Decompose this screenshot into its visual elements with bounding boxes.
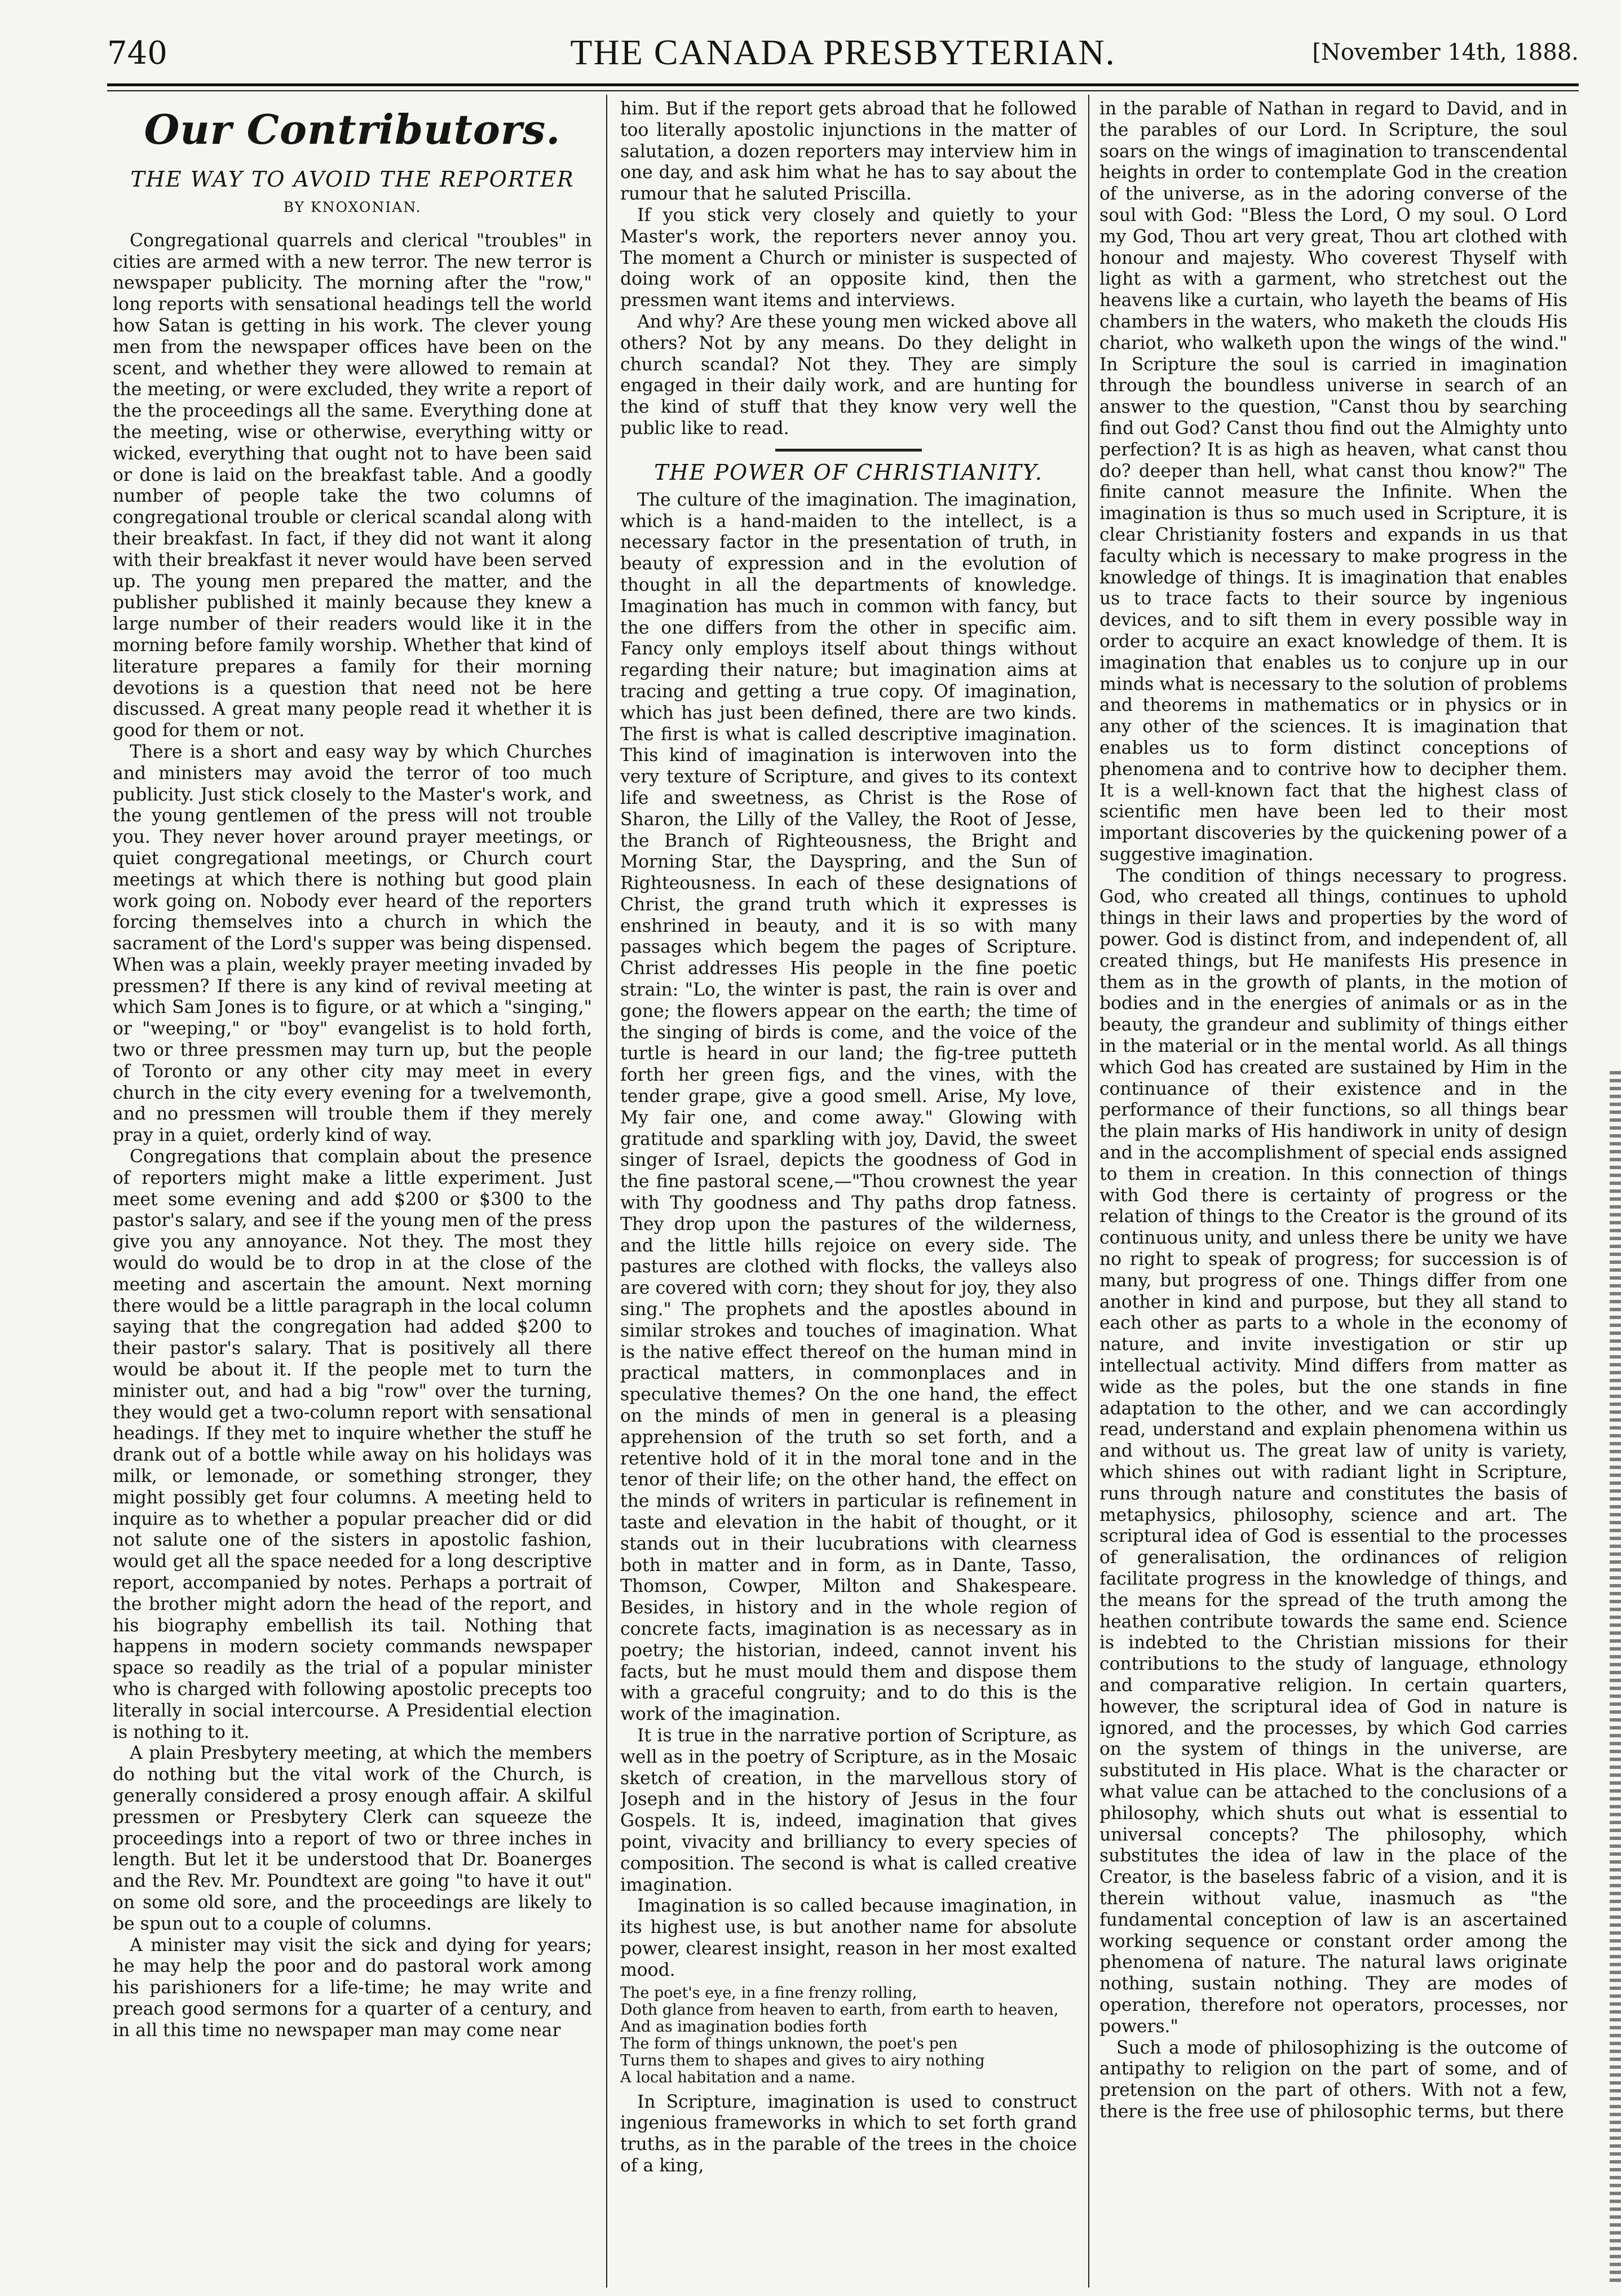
paragraph: Congregational quarrels and clerical "troubles" in cities are armed with a new terror. The new terror is newspaper publicity. The morning after the "row," long reports with sensational headings tell the world how Satan is getting in his work. The clever young men from the newspaper offices have been on the scent, and whether they were allowed to remain at the meeting, or were excluded, they write a report of the the proceedings all the same. Everything done at the meeting, wise or otherwise, everything witty or wicked, everything that ought not to have been said or done is laid on the breakfast table. And a goodly number of people take the two columns of congregational trouble or clerical scandal along with their breakfast. In fact, if they did not want it along with their breakfast it never would have been served up. The young men prepared the matter, and the publisher published it mainly because they knew a large number of their readers would like it in the morning before family worship. Whether that kind of literature prepares a family for their morning devotions is a question that need not be here discussed. A great many people read it whether it is good for them or not. <box>113 230 592 741</box>
paragraph: The condition of things necessary to progress. God, who created all things, continues to uphold things in their laws and properties by the word of power. God is distinct from, and independent of, all created things, but He manifests His presence in them as in the growth of plants, in the motion of bodies and in the energies of animals or as in the beauty, the grandeur and sublimity of things either in the material or in the mental world. As all things which God has created are sustained by Him in the continuance of their existence and in the performance of their functions, so all things bear the plain marks of His handiwork in unity of design and in the accomplishment of special ends assigned to them in creation. In this connection of things with God there is certainty of progress or the relation of things to the Creator is the ground of its continuous unity, and unless there be unity we have no right to speak of progress; for succession is of many, but progress of one. Things differ from one another in kind and purpose, but they all stand to each other as parts to a whole in the economy of nature, and invite investigation or stir up intellectual activity. Mind differs from matter as wide as the poles, but the one stands in fine adaptation to the other, and we can accordingly read, understand and explain phenomena within us and without us. The great law of unity is variety, which shines out with radiant light in Scripture, runs through nature and constitutes the basis of metaphysics, philosophy, science and art. The scriptural idea of God is essential to the processes of generalisation, the ordinances of religion facilitate progress in the knowledge of things, and the means for the spread of the truth among the heathen contribute towards the same end. Science is indebted to the Christian missions for their contributions to the study of language, ethnology and comparative religion. In certain quarters, however, the scriptural idea of God in nature is ignored, and the processes, by which God carries on the system of things in the universe, are substituted in His place. What is the character or what value can be attached to the conclusions of a philosophy, which shuts out what is essential to universal concepts? The philosophy, which substitutes the idea of law in the place of the Creator, is the baseless fabric of a vision, and it is therein without value, inasmuch as "the fundamental conception of law is an ascertained working sequence or constant order among the phenomena of nature. The natural laws originate nothing, sustain nothing. They are modes of operation, therefore not operators, processes, nor powers." <box>1099 865 1567 2037</box>
poem-line: Turns them to shapes and gives to airy nothing <box>620 2051 985 2069</box>
masthead <box>107 28 1579 73</box>
column-1 <box>113 99 592 2286</box>
poem-line: Doth glance from heaven to earth, from earth to heaven, <box>620 2001 1059 2019</box>
paragraph: in the parable of Nathan in regard to David, and in the parables of our Lord. In Scripture, the soul soars on the wings of imagination to transcendental heights in order to contemplate God in the creation of the universe, as in the adoring converse of the soul with God: "Bless the Lord, O my soul. O Lord my God, Thou art very great, Thou art clothed with honour and majesty. Who coverest Thyself with light as with a garment, who stretchest out the heavens like a curtain, who layeth the beams of His chambers in the waters, who maketh the clouds His chariot, who walketh upon the wings of the wind." In Scripture the soul is carried in imagination through the boundless universe in search of an answer to the question, "Canst thou by searching find out God? Canst thou find out the Almighty unto perfection? It is as high as heaven, what canst thou do? deeper than hell, what canst thou know?" The finite cannot measure the Infinite. When the imagination is thus so much used in Scripture, it is clear Christianity fosters and expands in us that faculty which is necessary to make progress in the knowledge of things. It is imagination that enables us to trace facts to their source by ingenious devices, and to sift them in every possible way in order to acquire an exact knowledge of them. It is imagination that enables us to conjure up in our minds what is necessary to the solution of problems and theorems in mathematics or in physics or in any other of the sciences. It is imagination that enables us to form distinct conceptions of phenomena and to contrive how to decipher them. It is a well-known fact that the highest class of scientific men have been led to their most important discoveries by the quickening power of a suggestive imagination. <box>1099 99 1567 865</box>
paragraph: him. But if the report gets abroad that he followed too literally apostolic injunctions in the matter of salutation, a dozen reporters may interview him in one day, and ask him what he has to say about the rumour that he saluted Priscilla. <box>620 99 1077 205</box>
article-byline: BY KNOXONIAN. <box>283 199 422 215</box>
page-number: 740 <box>107 35 167 72</box>
article-title: THE POWER OF CHRISTIANITY. <box>654 459 1043 485</box>
paragraph: Imagination is so called because imagination, in its highest use, is but another name for absolute power, clearest insight, reason in her most exalted mood. <box>620 1896 1077 1980</box>
masthead-rule <box>107 83 1579 91</box>
paragraph: A minister may visit the sick and dying for years; he may help the poor and do pastoral work among his parishioners for a life-time; he may write and preach good sermons for a quarter of a century, and in all this time no newspaper man may come near <box>113 1935 592 2041</box>
article-separator <box>775 449 922 452</box>
paragraph: Such a mode of philosophizing is the outcome of antipathy to religion on the part of some, and of pretension on the part of others. With not a few, there is the free use of philosophic terms, but there <box>1099 2037 1567 2122</box>
poem-line: The form of things unknown, the poet's pen <box>620 2034 958 2052</box>
column-divider <box>1088 95 1089 2288</box>
article-title: THE WAY TO AVOID THE REPORTER <box>130 167 575 192</box>
poem-line: And as imagination bodies forth <box>620 2018 868 2036</box>
paragraph: In Scripture, imagination is used to construct ingenious frameworks in which to set forth grand truths, as in the parable of the trees in the choice of a king, <box>620 2091 1077 2176</box>
issue-date: [November 14th, 1888. <box>1312 39 1579 65</box>
column-2 <box>620 99 1077 2286</box>
paragraph: A plain Presbytery meeting, at which the members do nothing but the vital work of the Church, is generally considered a prosy enough affair. A skilful pressmen or Presbytery Clerk can squeeze the proceedings into a report of two or three inches in length. But let it be understood that Dr. Boanerges and the Rev. Mr. Poundtext are going "to have it out" on some old sore, and the proceedings are likely to be spun out to a couple of columns. <box>113 1743 592 1934</box>
paragraph: The culture of the imagination. The imagination, which is a hand-maiden to the intellect, is a necessary factor in the presentation of truth, in beauty of expression and in the evolution of thought in all the departments of knowledge. Imagination has much in common with fancy, but the one differs from the other in specific aim. Fancy only employs itself about things without regarding their nature; but imagination aims at tracing and getting a true copy. Of imagination, which has just been defined, there are two kinds. The first is what is called descriptive imagination. This kind of imagination is interwoven into the very texture of Scripture, and gives to its context life and sweetness, as Christ is the Rose of Sharon, the Lilly of the Valley, the Root of Jesse, the Branch of Righteousness, the Bright and Morning Star, the Dayspring, and the Sun of Righteousness. In each of these designations of Christ, the grand truth which it expresses is enshrined in beauty, and it is so with many passages which begem the pages of Scripture. Christ addresses His people in the fine poetic strain: "Lo, the winter is past, the rain is over and gone; the flowers appear on the earth; the time of the singing of birds is come, and the voice of the turtle is heard in our land; the fig-tree putteth forth her green figs, and the vines, with the tender grape, give a good smell. Arise, My love, My fair one, and come away." Glowing with gratitude and sparkling with joy, David, the sweet singer of Israel, depicts the goodness of God in the fine pastoral scene,—"Thou crownest the year with Thy goodness and Thy paths drop fatness. They drop upon the pastures of the wilderness, and the little hills rejoice on every side. The pastures are clothed with flocks, the valleys also are covered with corn; they shout for joy, they also sing." The prophets and the apostles abound in similar strokes and touches of imagination. What is the native effect thereof on the human mind in practical matters, in commonplaces and in speculative themes? On the one hand, the effect on the minds of men in general is a pleasing apprehension of the truth so set forth, and a retentive hold of it in the moral tone and in the tenor of their life; on the other hand, the effect on the minds of writers in particular is refinement in taste and elevation in the habit of thought, or it stands out in their lucubrations with clearness both in matter and in form, as in Dante, Tasso, Thomson, Cowper, Milton and Shakespeare. Besides, in history and in the whole region of concrete facts, imagination is as necessary as in poetry; the historian, indeed, cannot invent his facts, but he must mould them and dispose them with a graceful congruity; and to do this is the work of the imagination. <box>620 489 1077 1725</box>
newspaper-title: THE CANADA PRESBYTERIAN. <box>570 32 1116 72</box>
paragraph: Congregations that complain about the presence of reporters might make a little experiment. Just meet some evening and add $200 or $300 to the pastor's salary, and see if the young men of the press give you any annoyance. Not they. The most they would do would be to drop in at the close of the meeting and ascertain the amount. Next morning there would be a little paragraph in the local column saying that the congregation had added $200 to their pastor's salary. That is positively all there would be about it. If the people met to turn the minister out, and had a big "row" over the turning, they would get a two-column report with sensational headings. If they met to inquire whether the stuff he drank out of a bottle while away on his holidays was milk, or lemonade, or something stronger, they might possibly get four columns. A meeting held to inquire as to whether a popular preacher did or did not salute one of the sisters in apostolic fashion, would get all the space needed for a long descriptive report, accompanied by notes. Perhaps a portrait of the brother might adorn the head of the report, and his biography embellish its tail. Nothing that happens in modern society commands newspaper space so readily as the trial of a popular minister who is charged with following apostolic precepts too literally in social intercourse. A Presidential election is nothing to it. <box>113 1147 592 1742</box>
column-divider <box>606 95 607 2288</box>
paragraph: There is a short and easy way by which Churches and ministers may avoid the terror of too much publicity. Just stick closely to the Master's work, and the young gentlemen of the press will not trouble you. They never hover around prayer meetings, or quiet congregational meetings, or Church court meetings at which there is nothing but good plain work going on. Nobody ever heard of the reporters forcing themselves into a church in which the sacrament of the Lord's supper was being dispensed. When was a plain, weekly prayer meeting invaded by pressmen? If there is any kind of revival meeting at which Sam Jones is to figure, or at which a "singing," or "weeping," or "boy" evangelist is to hold forth, two or three pressmen may turn up, but the people of Toronto or any other city may meet in every church in the city every evening for a twelvemonth, and no pressmen will trouble them if they merely pray in a quiet, orderly kind of way. <box>113 741 592 1146</box>
column-3 <box>1099 99 1567 2286</box>
paragraph: It is true in the narrative portion of Scripture, as well as in the poetry of Scripture, as in the Mosaic sketch of creation, in the marvellous story of Joseph and in the history of Jesus in the four Gospels. It is, indeed, imagination that gives point, vivacity and brilliancy to every species of composition. The second is what is called creative imagination. <box>620 1725 1077 1895</box>
paragraph: And why? Are these young men wicked above all others? Not by any means. Do they delight in church scandal? Not they. They are simply engaged in their daily work, and are hunting for the kind of stuff that they know very well the public like to read. <box>620 311 1077 439</box>
paragraph: If you stick very closely and quietly to your Master's work, the reporters never annoy you. The moment a Church or minister is suspected of doing work of an opposite kind, then the pressmen want items and interviews. <box>620 205 1077 311</box>
section-heading: Our Contributors. <box>144 105 561 153</box>
poem-quote <box>620 1985 1077 2086</box>
scan-edge-artifact <box>1610 1071 1621 2283</box>
poem-line: A local habitation and a name. <box>620 2068 856 2086</box>
poem-line: The poet's eye, in a fine frenzy rolling, <box>620 1984 917 2002</box>
